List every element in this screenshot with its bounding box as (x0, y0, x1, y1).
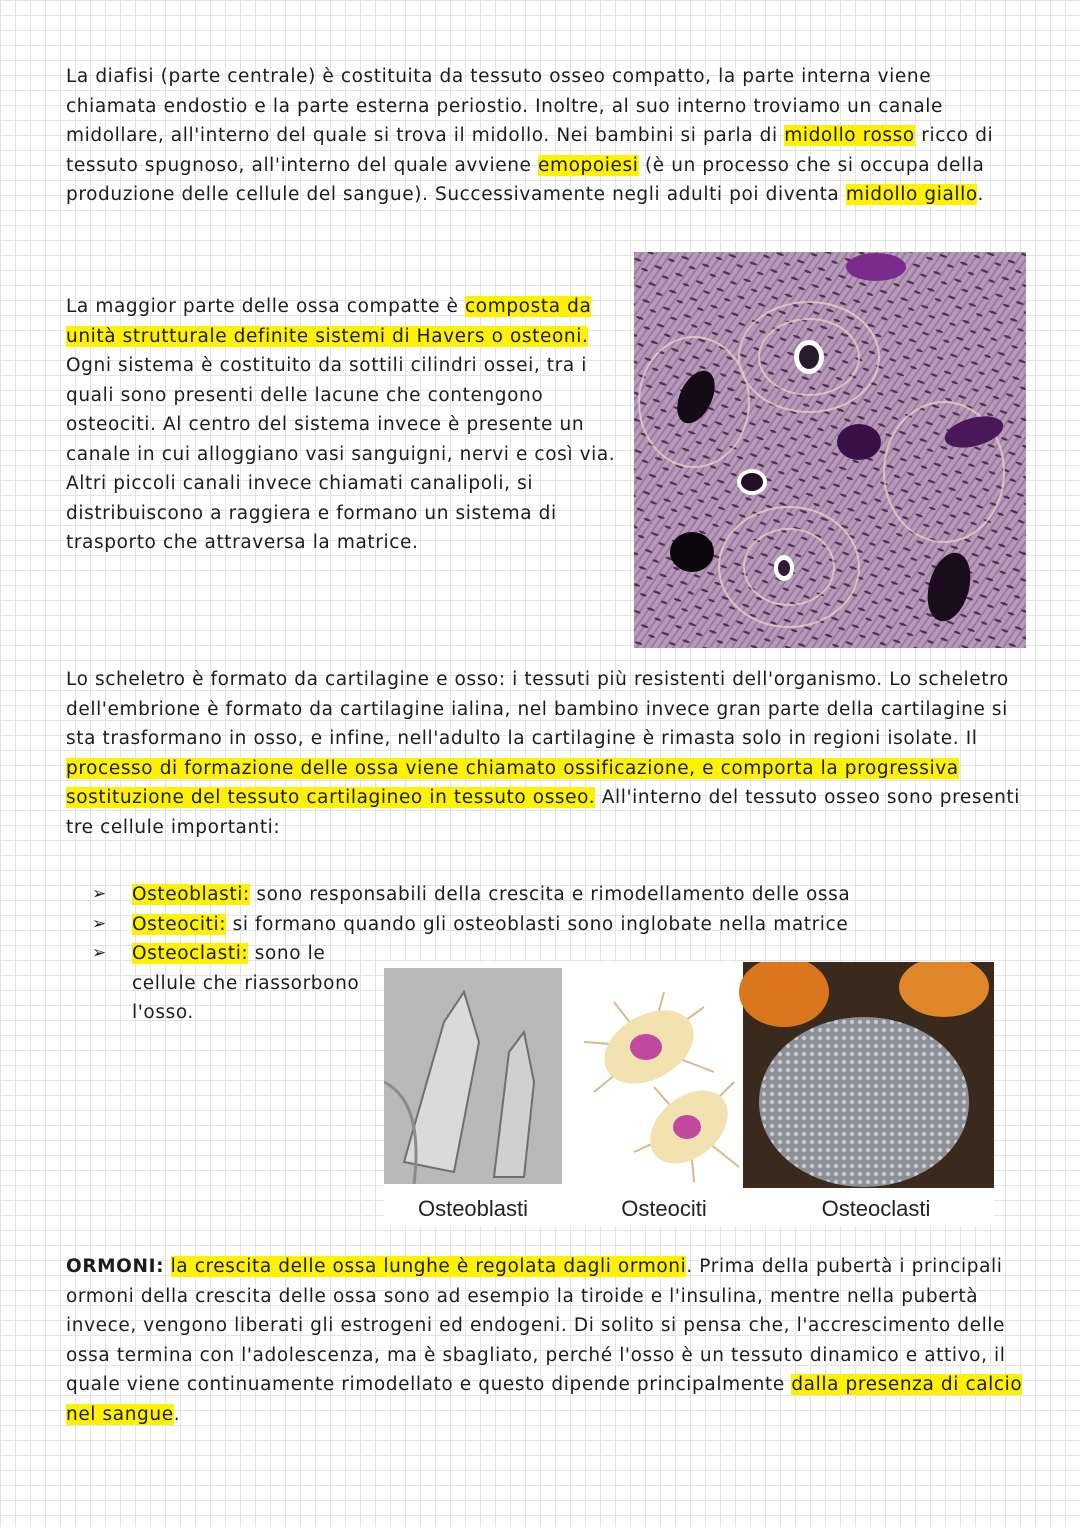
arrow-bullet-icon: ➢ (92, 913, 107, 934)
highlight-calcio: dalla presenza di calcio nel sangue (66, 1374, 1023, 1425)
caption-osteoclasti: Osteoclasti (821, 1196, 931, 1221)
highlight-ormoni: la crescita delle ossa lunghe è regolata dagli ormoni (170, 1256, 687, 1277)
osteon-micrograph (634, 252, 1026, 648)
list-item: ➢ Osteoblasti: sono responsabili della crescita e rimodellamento delle ossa (92, 880, 1032, 910)
list-item: ➢ Osteociti: si formano quando gli osteoblasti sono inglobate nella matrice (92, 910, 1032, 940)
highlight-emopoiesi: emopoiesi (538, 154, 639, 176)
arrow-bullet-icon: ➢ (92, 884, 107, 904)
highlight-midollo-rosso: midollo rosso (784, 125, 915, 146)
highlight-midollo-giallo: midollo giallo (845, 184, 978, 205)
paragraph-scheletro: Lo scheletro è formato da cartilagine e osso: i tessuti più resistenti dell'organismo. Lo scheletro dell'embrione è formato da cartilagine ialina, nel bambino invece gran parte della cartilagine si sta trasformano in osso, e infine, nell'adulto la cartilagine è rimasta solo in regioni isolate. Il processo di formazione delle ossa viene chiamato ossificazione, e comporta la progressiva sostituzione del tessuto cartilagineo in tessuto osseo. All'interno del tessuto osseo sono presenti tre cellule importanti: (66, 669, 1020, 838)
ormoni-heading: ORMONI: (66, 1256, 165, 1277)
osteoblast-image (384, 968, 562, 1184)
highlight-havers: composta da unità strutturale definite sistemi di Havers o osteoni. (66, 296, 592, 347)
paragraph-diafisi: La diafisi (parte centrale) è costituita da tessuto osseo compatto, la parte interna viene chiamata endostio e la parte esterna periostio. Inoltre, al suo interno troviamo un canale midollare, all'interno del quale si trova il midollo. Nei bambini si parla di midollo rosso ricco di tessuto spugnoso, all'interno del quale avviene emopoiesi (è un processo che si occupa della produzione delle cellule del sangue). Successivamente negli adulti poi diventa midollo giallo. (66, 66, 994, 205)
caption-osteoblasti: Osteoblasti (417, 1196, 529, 1221)
list-item: ➢ Osteoclasti: sono le cellule che riassorbono l'osso. (92, 939, 372, 1028)
highlight-ossificazione: processo di formazione delle ossa viene chiamato ossificazione, e comporta la progressiva sostituzione del tessuto cartilagineo in tessuto osseo. (66, 757, 959, 808)
osteoclast-image (739, 962, 994, 1188)
arrow-bullet-icon: ➢ (92, 943, 107, 963)
caption-osteociti: Osteociti (621, 1196, 707, 1221)
paragraph-osteoni: La maggior parte delle ossa compatte è composta da unità strutturale definite sistemi di Havers o osteoni. Ogni sistema è costituito da sottili cilindri ossei, tra i quali sono presenti delle lacune che contengono osteociti. Al centro del sistema invece è presente un canale in cui alloggiano vasi sanguigni, nervi e così via. Altri piccoli canali invece chiamati canalipoli, si distribuiscono a raggiera e formano un sistema di trasporto che attraversa la matrice. (66, 296, 616, 553)
bone-cells-figure (384, 962, 994, 1226)
paragraph-ormoni: ORMONI: la crescita delle ossa lunghe è regolata dagli ormoni. Prima della pubertà i principali ormoni della crescita delle ossa sono ad esempio la tiroide e l'insulina, mentre nella pubertà invece, vengono liberati gli estrogeni ed endogeni. Di solito si pensa che, l'accrescimento delle ossa termina con l'adolescenza, ma è sbagliato, perché l'osso è un tessuto dinamico e attivo, il quale viene continuamente rimodellato e questo dipende principalmente dalla presenza di calcio nel sangue. (66, 1256, 1023, 1425)
osteocyte-image (584, 992, 742, 1182)
